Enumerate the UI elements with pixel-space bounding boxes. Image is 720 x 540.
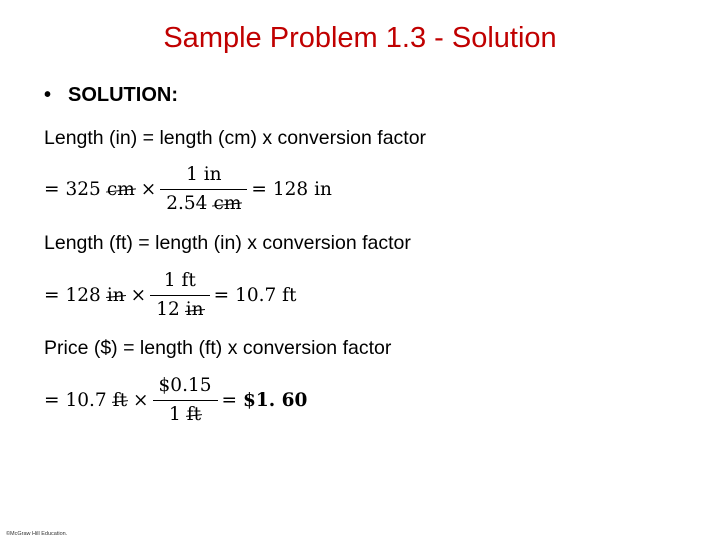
lhs-value: 10.7 <box>65 389 107 411</box>
step-3-equation <box>44 371 307 429</box>
equals-sign: = <box>44 178 60 200</box>
denominator-unit-cancelled: ft <box>186 403 202 425</box>
lhs-value: 128 <box>65 284 101 306</box>
result: 128 in <box>272 178 332 200</box>
denominator-value: 2.54 <box>166 192 208 214</box>
equals-sign: = <box>221 389 238 411</box>
lhs-unit-cancelled: in <box>106 284 125 306</box>
times-sign: × <box>130 284 147 306</box>
fraction-denominator <box>150 296 209 322</box>
denominator-value: 12 <box>156 298 180 320</box>
fraction-denominator <box>160 190 247 216</box>
step-2-label: Length (ft) = length (in) x conversion factor <box>44 232 411 254</box>
times-sign: × <box>140 178 157 200</box>
equals-sign: = <box>213 284 230 306</box>
step-2-equation <box>44 266 296 324</box>
result: $1. 60 <box>243 389 308 411</box>
lhs-unit-cancelled: cm <box>106 178 135 200</box>
denominator-unit-cancelled: cm <box>213 192 242 214</box>
result: 10.7 ft <box>235 284 297 306</box>
fraction-numerator: 1 ft <box>163 269 196 291</box>
fraction-numerator: 1 in <box>186 163 222 185</box>
lhs-value: 325 <box>65 178 101 200</box>
equals-sign: = <box>44 389 60 411</box>
denominator-value: 1 <box>168 403 181 425</box>
equals-sign: = <box>251 178 267 200</box>
denominator-unit-cancelled: in <box>185 298 204 320</box>
solution-heading: SOLUTION: <box>68 84 178 106</box>
fraction-numerator: $0.15 <box>158 374 212 396</box>
step-1-label: Length (in) = length (cm) x conversion factor <box>44 127 427 149</box>
step-3-label: Price ($) = length (ft) x conversion factor <box>44 337 392 359</box>
fraction-denominator <box>163 401 207 427</box>
copyright-footer: ©McGraw Hill Education. <box>6 531 68 537</box>
times-sign: × <box>133 389 149 411</box>
equals-sign: = <box>44 284 60 306</box>
conversion-fraction <box>150 269 209 322</box>
lhs-unit-cancelled: ft <box>112 389 128 411</box>
slide-title: Sample Problem 1.3 - Solution <box>163 22 557 54</box>
conversion-fraction <box>153 374 218 427</box>
solution-heading-row <box>44 84 178 107</box>
step-1-equation <box>44 160 332 218</box>
bullet-icon: • <box>44 84 52 106</box>
conversion-fraction <box>160 163 247 216</box>
